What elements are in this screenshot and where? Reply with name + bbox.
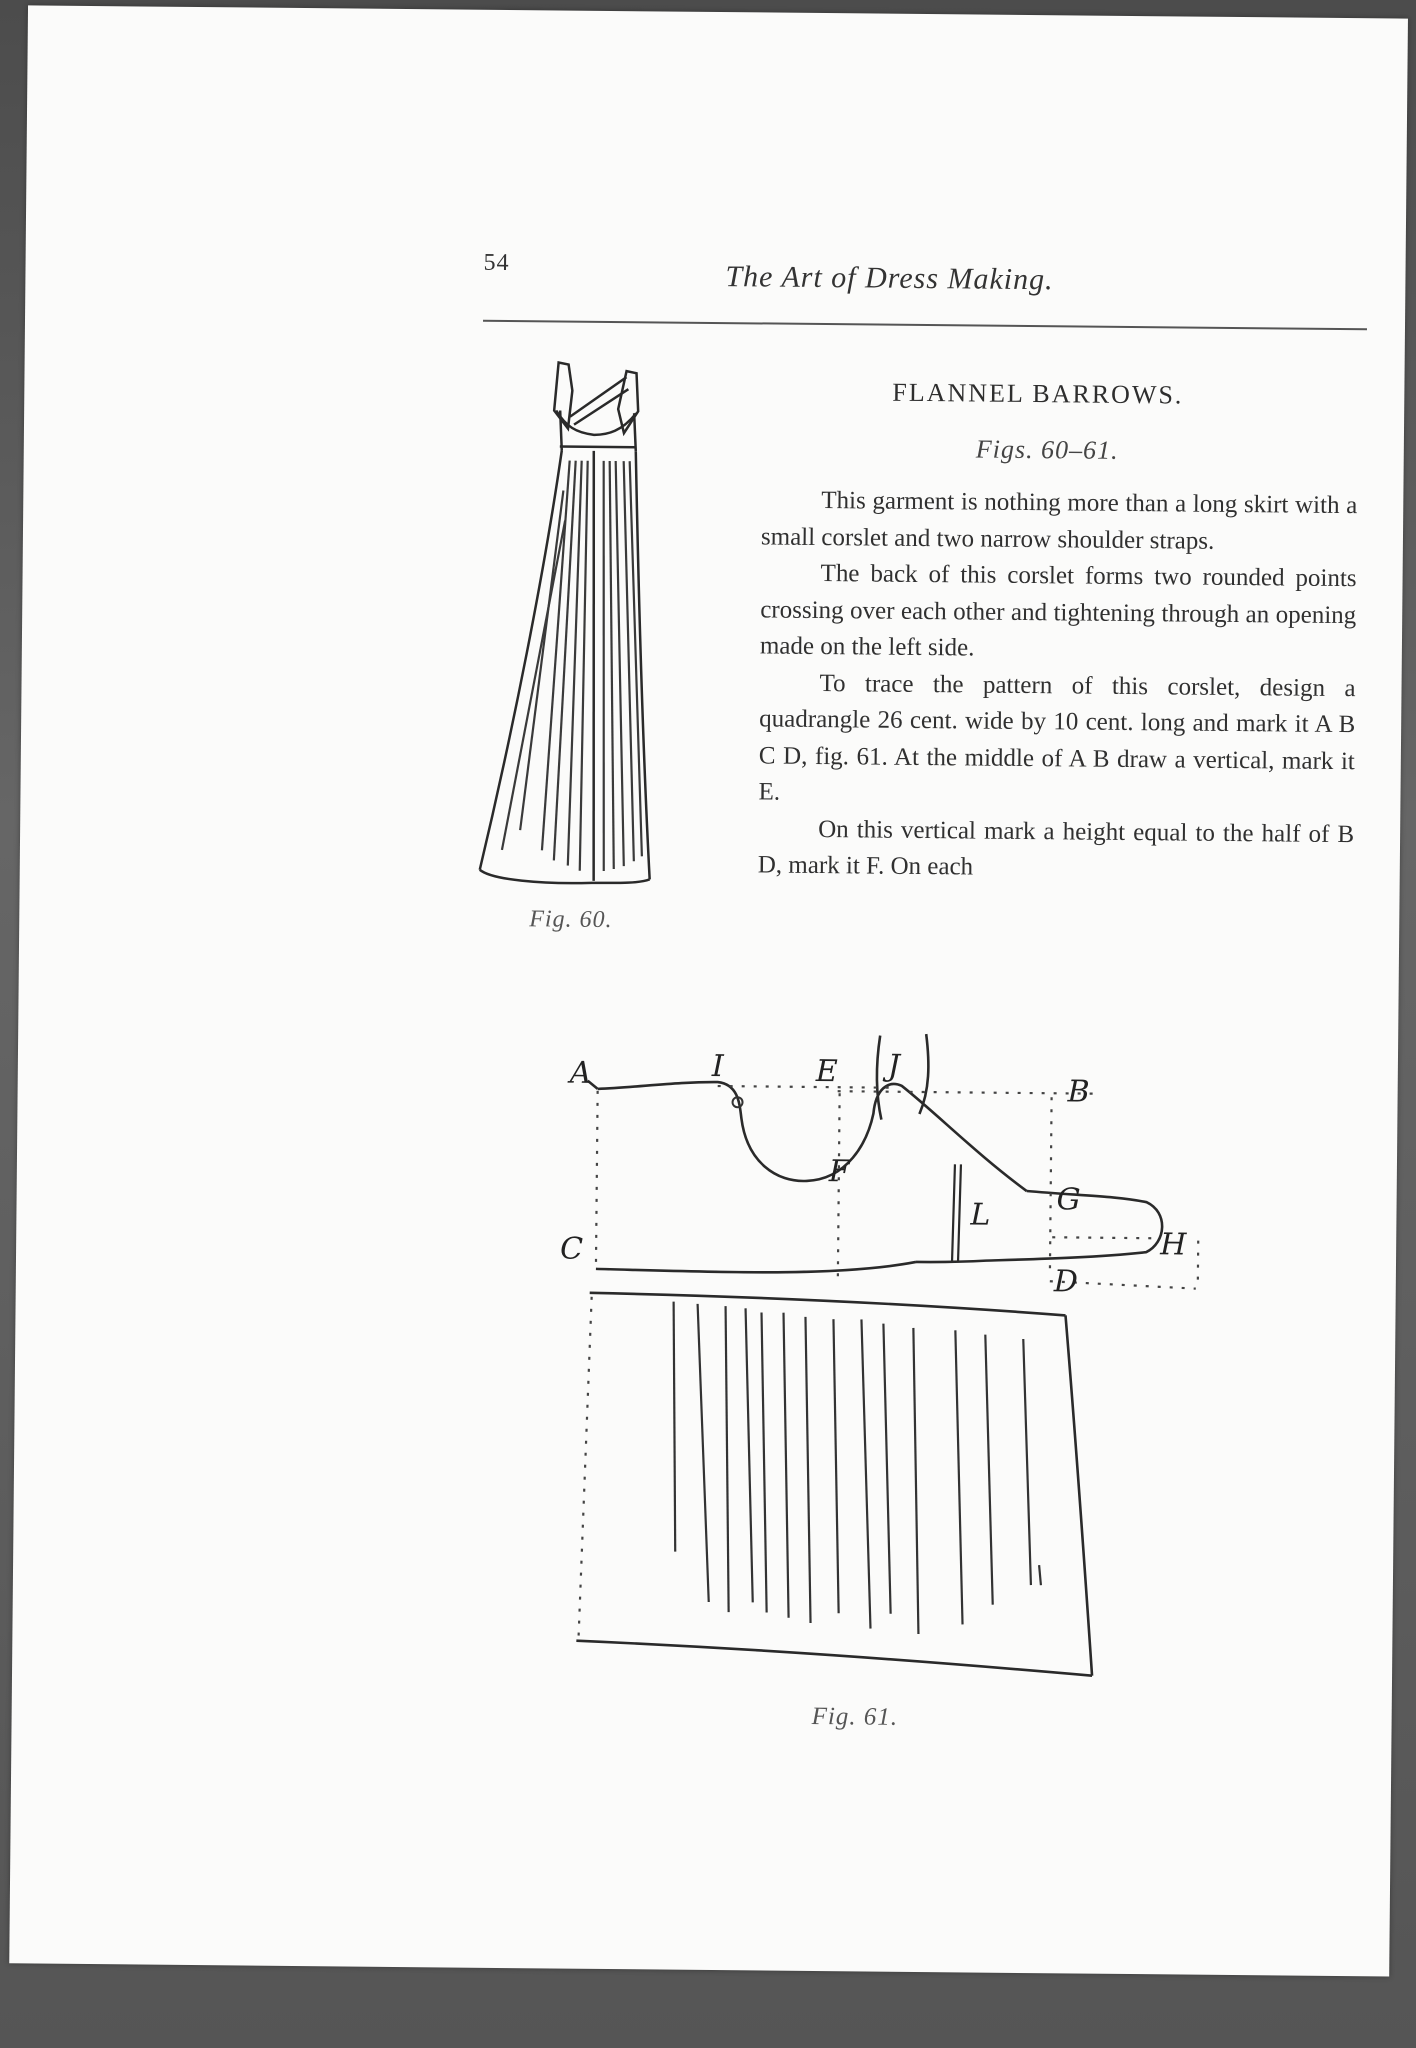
- point-label-c: C: [559, 1231, 584, 1267]
- point-label-a: A: [569, 1055, 592, 1091]
- paragraph-2: The back of this corslet forms two rounded points crossing over each other and tightening through an opening made on the left side.: [759, 560, 1357, 662]
- fig-61-pattern-diagram: [552, 1021, 1238, 1687]
- page-number: 54: [483, 249, 510, 277]
- paragraph-4: On this vertical mark a height equal to the half of B D, mark it F. On each: [757, 815, 1355, 881]
- book-page: [9, 5, 1408, 1976]
- fig-61-caption: Fig. 61.: [811, 1702, 899, 1731]
- point-label-b: B: [1067, 1074, 1090, 1110]
- running-head: The Art of Dress Making.: [725, 260, 1054, 297]
- body-text: [758, 482, 1358, 889]
- point-label-g: G: [1056, 1182, 1081, 1218]
- fig-60-caption: Fig. 60.: [529, 906, 613, 934]
- paragraph-1: This garment is nothing more than a long skirt with a small corslet and two narrow shoulder straps.: [760, 487, 1358, 555]
- fig-60-dress-illustration: [471, 350, 716, 912]
- point-label-e: E: [815, 1053, 838, 1090]
- figures-reference: Figs. 60–61.: [975, 434, 1119, 465]
- point-label-j: J: [887, 1048, 901, 1084]
- point-label-l: L: [970, 1197, 991, 1233]
- point-label-f: F: [828, 1154, 850, 1190]
- header-rule: [483, 320, 1367, 330]
- point-label-i: I: [711, 1048, 724, 1085]
- paragraph-3: To trace the pattern of this corslet, design a quadrangle 26 cent. wide by 10 cent. long and mark it A B C D, fig. 61. At the middle of A B draw a vertical, mark it E.: [758, 669, 1356, 806]
- point-label-d: D: [1053, 1264, 1079, 1300]
- point-label-h: H: [1160, 1227, 1187, 1263]
- section-title: FLANNEL BARROWS.: [892, 377, 1184, 410]
